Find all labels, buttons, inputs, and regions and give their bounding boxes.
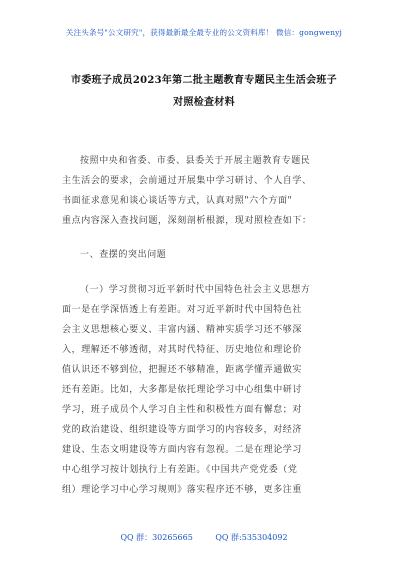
paragraph-line: 学习，班子成员个人学习自主性和积极性方面有懈怠；对 xyxy=(62,405,303,415)
section-heading: 一、查摆的突出问题 xyxy=(80,250,167,260)
paragraph-line: 党的政治建设、组织建设等方面学习的内容较多，对经济 xyxy=(62,425,303,435)
footer-contacts xyxy=(0,532,408,543)
document-title-line2: 对照检查材料 xyxy=(173,97,235,108)
paragraph-line: 面一是在学深悟透上有差距。对习近平新时代中国特色社 xyxy=(62,305,303,315)
paragraph-line: （一）学习贯彻习近平新时代中国特色社会主义思想方 xyxy=(80,285,311,295)
paragraph-line: 按照中央和省委、市委、县委关于开展主题教育专题民 xyxy=(80,156,311,166)
header-banner: 关注头条号"公文研究"，获得最新最全最专业的公文资料库！ 微信：gongwenyj xyxy=(65,28,343,37)
paragraph-line: 书面征求意见和谈心谈话等方式，认真对照"六个方面" xyxy=(62,196,293,206)
footer-qq-group-1: QQ 群：30265665 xyxy=(120,533,193,542)
document-title-line1: 市委班子成员2023年第二批主题教育专题民主生活会班子 xyxy=(71,75,337,86)
paragraph-line: 中心组学习按计划执行上有差距。《中国共产党党委（党 xyxy=(62,465,298,475)
paragraph-line: 会主义思想核心要义、丰富内涵、精神实质学习还不够深 xyxy=(62,325,303,335)
paragraph-line: 建设、生态文明建设等方面内容有忽视。二是在理论学习 xyxy=(62,445,303,455)
paragraph-line: 还有差距。比如，大多都是依托理论学习中心组集中研讨 xyxy=(62,385,303,395)
footer-qq-group-2: QQ 群:535304092 xyxy=(215,533,288,542)
paragraph-line: 入，理解还不够透彻，对其时代特征、历史地位和理论价 xyxy=(62,345,303,355)
paragraph-line: 重点内容深入查找问题，深刻剖析根源，现对照检查如下： xyxy=(62,216,312,226)
paragraph-line: 值认识还不够到位，把握还不够精准，距离学懂弄通做实 xyxy=(62,365,303,375)
intro-paragraph xyxy=(62,151,362,231)
paragraph-line: 主生活会的要求，会前通过开展集中学习研讨、个人自学、 xyxy=(62,176,312,186)
paragraph-line: 组）理论学习中心学习规则》落实程序还不够，更多注重 xyxy=(62,485,303,495)
section-paragraph xyxy=(62,280,362,500)
